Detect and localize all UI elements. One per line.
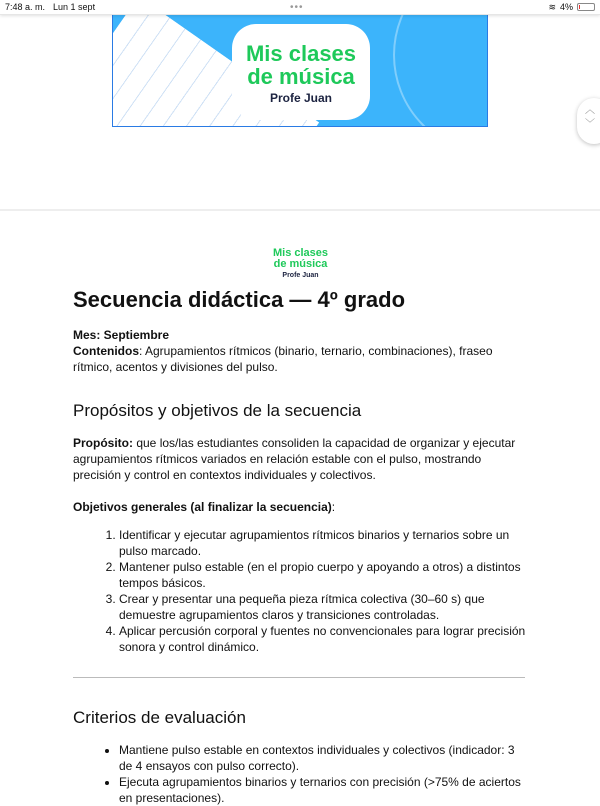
banner-logo (232, 24, 370, 120)
list-item: 4. Aplicar percusión corporal y fuentes no convencionales para lograr precisión sonora y control dinámico. (119, 623, 528, 655)
header-banner-image (112, 14, 488, 127)
status-bar (0, 0, 600, 15)
list-item: • Mantiene pulso estable en contextos individuales y colectivos (indicador: 3 de 4 ensayos con pulso correcto). (119, 742, 528, 774)
proposito (73, 435, 528, 483)
logo-line3: Profe Juan (282, 272, 319, 279)
document-logo (73, 248, 528, 281)
chevron-up-icon[interactable]: ︿ (585, 105, 595, 116)
section-heading-criterios: Criterios de evaluación (73, 708, 246, 727)
banner-logo-line2: de música (247, 64, 355, 89)
list-item: 2. Mantener pulso estable (en el propio cuerpo y apoyando a otros) a distintos tempos básicos. (119, 559, 528, 591)
list-item: 3. Crear y presentar una pequeña pieza rítmica colectiva (30–60 s) que demuestre agrupamientos claros y transiciones controladas. (119, 591, 528, 623)
decorative-arc (393, 14, 488, 127)
chevron-down-icon[interactable]: ﹀ (585, 119, 595, 130)
scroll-up-down-button[interactable] (577, 98, 600, 144)
banner-logo-line3: Profe Juan (269, 91, 332, 105)
page-separator (0, 209, 600, 211)
objetivos-heading (73, 499, 528, 515)
contenidos-label: Contenidos (73, 344, 139, 358)
proposito-text: que los/las estudiantes consoliden la capacidad de organizar y ejecutar agrupamientos rítmicos variados en relación estable con el pulso, mostrando precisión y control en contextos individuales y colectivos. (73, 436, 516, 482)
proposito-label: Propósito: (73, 436, 133, 450)
objetivos-list (119, 527, 528, 655)
list-item: 1. Identificar y ejecutar agrupamientos rítmicos binarios y ternarios sobre un pulso marcado. (119, 527, 528, 559)
criterios-list (119, 742, 528, 806)
divider (73, 677, 525, 678)
objetivos-label: Objetivos generales (al finalizar la secuencia) (73, 500, 332, 514)
section-heading-propositos: Propósitos y objetivos de la secuencia (73, 401, 362, 420)
document-body (73, 248, 528, 806)
logo-line2: de música (273, 258, 328, 270)
status-time: 7:48 a. m. (5, 2, 46, 12)
battery-percent: 4% (559, 2, 573, 12)
page-title: Secuencia didáctica — 4º grado (73, 287, 406, 312)
battery-icon (577, 3, 595, 11)
wifi-icon: ≋ (548, 1, 556, 12)
mes-label: Mes: Septiembre (73, 328, 170, 342)
multitask-dots-icon[interactable]: ••• (290, 1, 304, 13)
contenidos (73, 343, 528, 375)
objetivos-colon: : (331, 500, 336, 514)
banner-logo-line1: Mis clases (245, 41, 357, 66)
contenidos-text: : Agrupamientos rítmicos (binario, ternario, combinaciones), fraseo rítmico, acentos y divisiones del pulso. (73, 344, 493, 374)
list-item: • Ejecuta agrupamientos binarios y ternarios con precisión (>75% de aciertos en presentaciones). (119, 774, 528, 806)
status-date: Lun 1 sept (53, 2, 96, 12)
logo-line1: Mis clases (272, 247, 329, 259)
